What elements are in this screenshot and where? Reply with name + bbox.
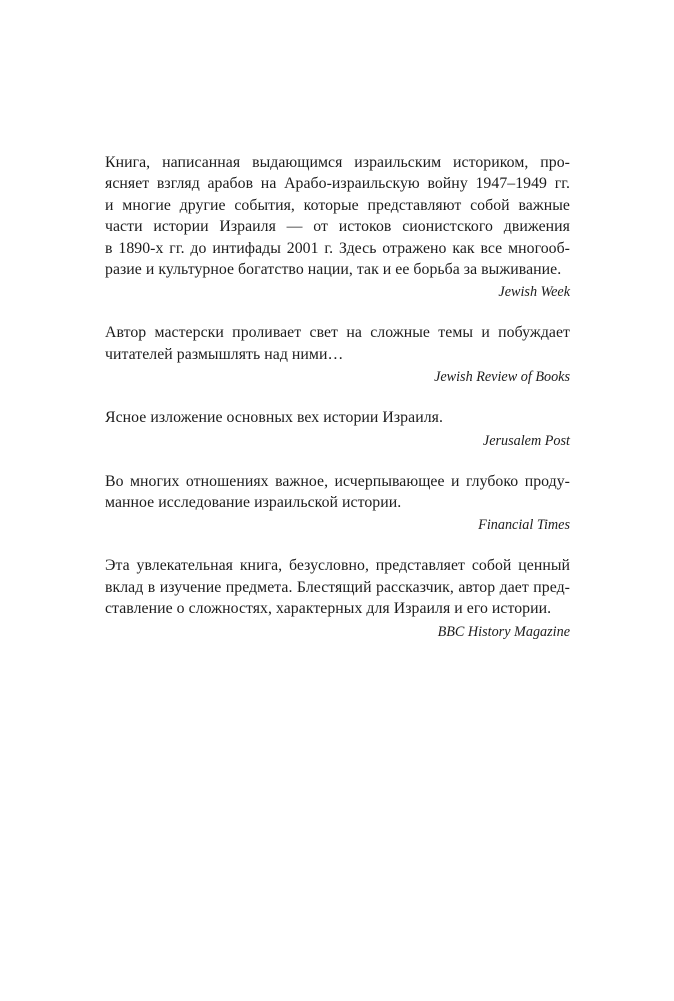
quote-line: вклад в изучение предмета. Блестящий рассказчик, автор дает пред-: [105, 578, 570, 596]
blurb-jewish-week: [105, 152, 570, 303]
blurb-quote: [105, 322, 570, 365]
blurb-source: BBC History Magazine: [437, 623, 570, 640]
quote-line: Ясное изложение основных вех истории Израиля.: [105, 409, 443, 427]
blurb-jerusalem-post: [105, 407, 570, 451]
quote-line: ясняет взгляд арабов на Арабо-израильскую войну 1947–1949 гг.: [105, 175, 570, 193]
quote-line: и многие другие события, которые представляют собой важные: [105, 196, 570, 214]
quote-line: читателей размышлять над ними…: [105, 345, 344, 363]
blurb-source: Jerusalem Post: [482, 432, 570, 449]
quote-line: разие и культурное богатство нации, так и ее борьба за выживание.: [105, 261, 562, 279]
blurb-source: Financial Times: [478, 517, 570, 534]
quote-line: Эта увлекательная книга, безусловно, представляет собой ценный: [105, 557, 570, 575]
quote-line: ставление о сложностях, характерных для Израиля и его истории.: [105, 600, 552, 618]
blurb-quote: [105, 407, 570, 428]
quote-line: Книга, написанная выдающимся израильским историком, про-: [105, 154, 570, 171]
blurb-quote: [105, 152, 570, 280]
blurb-quote: [105, 555, 570, 619]
blurb-source: Jewish Review of Books: [434, 369, 570, 386]
blurb-source: Jewish Week: [498, 284, 570, 301]
blurb-jewish-review-of-books: [105, 322, 570, 388]
quote-line: манное исследование израильской истории.: [105, 494, 402, 512]
quote-line: части истории Израиля — от истоков сионистского движения: [105, 218, 570, 236]
praise-blurbs: [105, 152, 570, 662]
blurb-bbc-history-magazine: [105, 555, 570, 642]
quote-line: Во многих отношениях важное, исчерпывающее и глубоко проду-: [105, 472, 570, 490]
blurb-quote: [105, 471, 570, 514]
blurb-financial-times: [105, 471, 570, 537]
quote-line: Автор мастерски проливает свет на сложные темы и побуждает: [105, 324, 570, 342]
quote-line: в 1890-х гг. до интифады 2001 г. Здесь отражено как все многооб-: [105, 239, 570, 257]
